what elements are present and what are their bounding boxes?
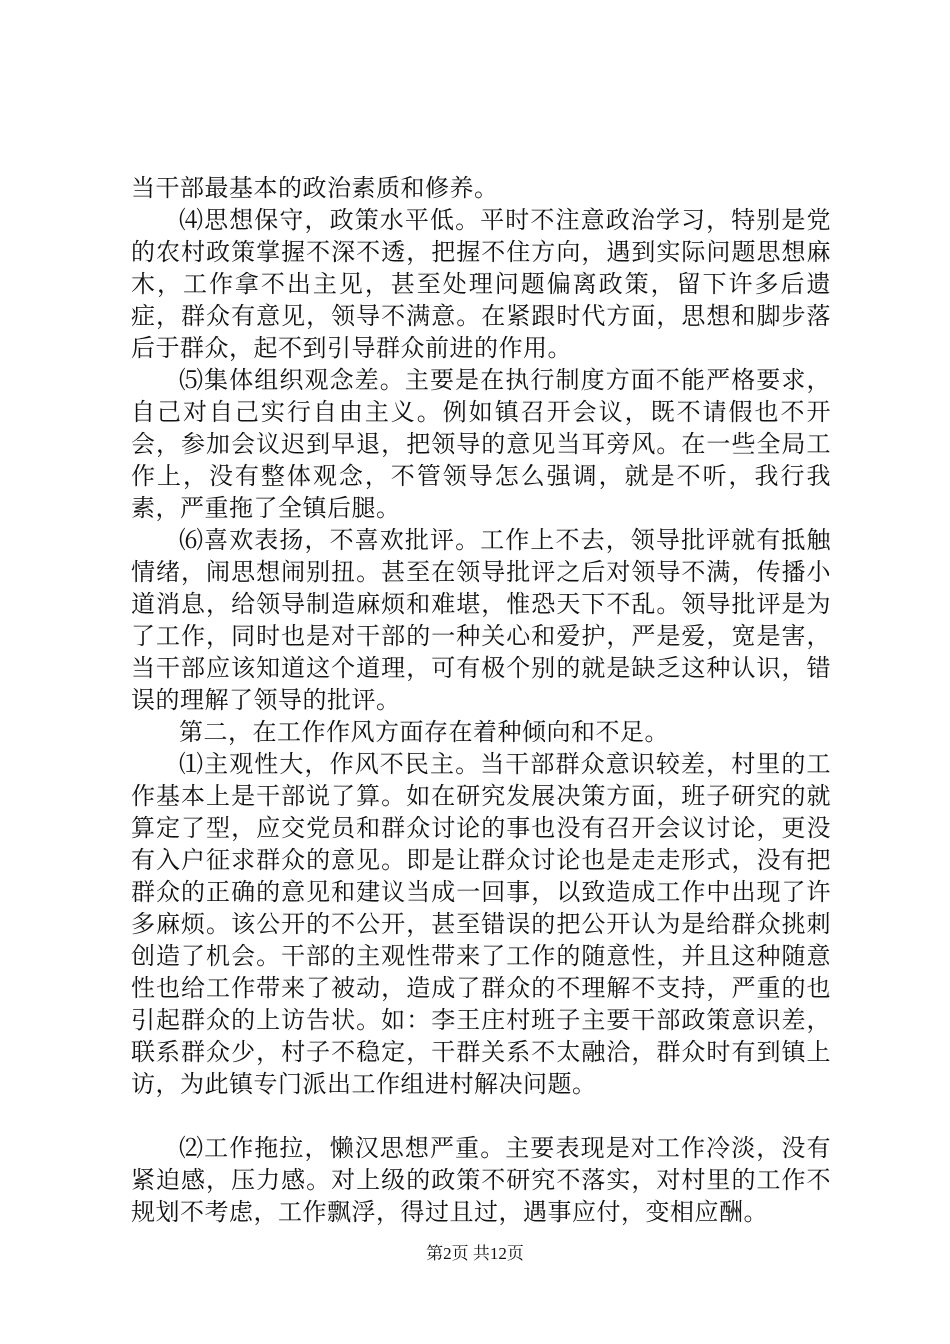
page-footer: 第2页 共12页 [426,1244,524,1263]
paragraph-item-2: ⑵工作拖拉，懒汉思想严重。主要表现是对工作冷淡，没有紧迫感，压力感。对上级的政策不研究不落实，对村里的工作不规划不考虑，工作飘浮，得过且过，遇事应付，变相应酬。 [131,1134,831,1226]
paragraph-item-6: ⑹喜欢表扬，不喜欢批评。工作上不去，领导批评就有抵触情绪，闹思想闹别扭。甚至在领导批评之后对领导不满，传播小道消息，给领导制造麻烦和难堪，惟恐天下不乱。领导批评是为了工作，同时也是对干部的一种关心和爱护，严是爱，宽是害，当干部应该知道这个道理，可有极个别的就是缺乏这种认识，错误的理解了领导的批评。 [131,526,831,714]
paragraph-item-5: ⑸集体组织观念差。主要是在执行制度方面不能严格要求，自己对自己实行自由主义。例如镇召开会议，既不请假也不开会，参加会议迟到早退，把领导的意见当耳旁风。在一些全局工作上，没有整体观念，不管领导怎么强调，就是不听，我行我素，严重拖了全镇后腿。 [131,366,831,522]
document-body [131,172,831,1228]
paragraph-item-1: ⑴主观性大，作风不民主。当干部群众意识较差，村里的工作基本上是干部说了算。如在研究发展决策方面，班子研究的就算定了型，应交党员和群众讨论的事也没有召开会议讨论，更没有入户征求群众的意见。即是让群众讨论也是走走形式，没有把群众的正确的意见和建议当成一回事，以致造成工作中出现了许多麻烦。该公开的不公开，甚至错误的把公开认为是给群众挑刺创造了机会。干部的主观性带来了工作的随意性，并且这种随意性也给工作带来了被动，造成了群众的不理解不支持，严重的也引起群众的上访告状。如：李王庄村班子主要干部政策意识差，联系群众少，村子不稳定，干群关系不太融洽，群众时有到镇上访，为此镇专门派出工作组进村解决问题。 [131,750,831,1098]
section-heading-second: 第二，在工作作风方面存在着种倾向和不足。 [179,718,669,746]
paragraph-continuation: 当干部最基本的政治素质和修养。 [131,174,499,202]
paragraph-item-4: ⑷思想保守，政策水平低。平时不注意政治学习，特别是党的农村政策掌握不深不透，把握不住方向，遇到实际问题思想麻木，工作拿不出主见，甚至处理问题偏离政策，留下许多后遗症，群众有意见，领导不满意。在紧跟时代方面，思想和脚步落后于群众，起不到引导群众前进的作用。 [131,206,831,362]
